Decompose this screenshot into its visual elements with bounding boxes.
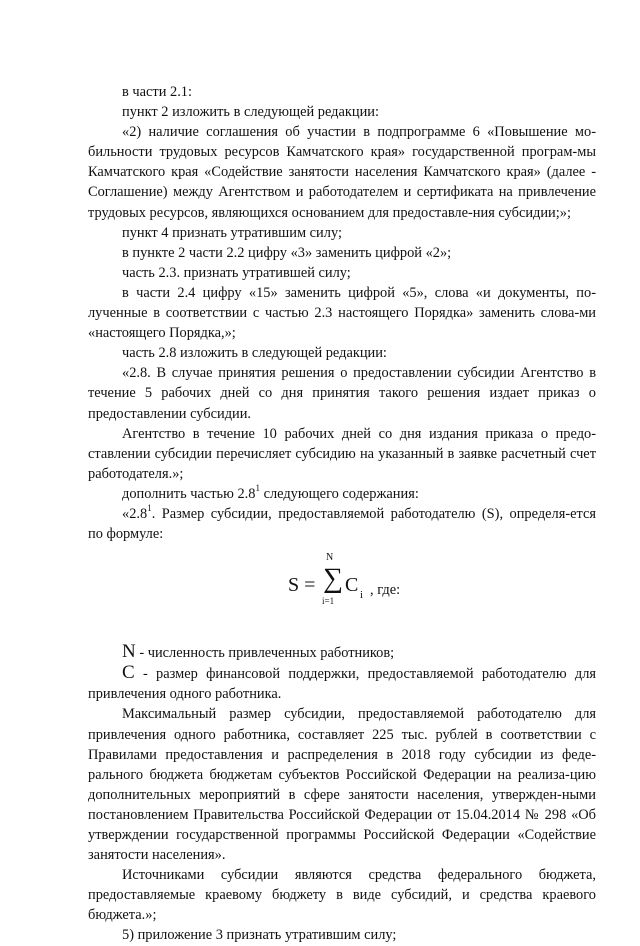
formula-sum-upper-limit: N [326,552,334,564]
paragraph-part-2-2: в пункте 2 части 2.2 цифру «3» заменить цифрой «2»; [122,244,452,261]
paragraph-part-2-3-void: часть 2.3. признать утратившей силу; [122,264,351,281]
text-fragment: следующего содержания: [259,485,419,502]
formula-term-subscript: i [360,589,364,602]
paragraph-agency-transfer: Агентство в течение 10 рабочих дней со дня издания приказа о предо-ставлении субсидии перечисляет субсидию на указанный в заявке расчетный счет работодателя.»; [88,425,596,482]
definition-text: - численность привлеченных работников; [135,645,395,662]
paragraph-sources: Источниками субсидии являются средства федерального бюджета, предоставляемые краевому бюджету в виде субсидий, и средства краевого бюджета.»; [88,867,596,924]
paragraph-part-2-1: в части 2.1: [122,84,192,100]
formula-sum-lower-limit: i=1 [322,596,335,607]
text-fragment: . Размер субсидии, предоставляемой работодателю (S), определя-ется по формуле: [88,505,596,543]
definition-symbol: C [122,662,135,684]
formula-term: C [345,574,359,597]
definition-text: - размер финансовой поддержки, предоставляемой работодателю для привлечения одного работника. [88,666,596,703]
paragraph-part-2-8-edit: часть 2.8 изложить в следующей редакции: [122,345,387,362]
paragraph-appendix-3-void: 5) приложение 3 признать утратившим силу; [122,927,397,944]
paragraph-point-4-void: пункт 4 признать утратившим силу; [122,224,342,241]
definition-c [88,663,596,704]
document-page [88,82,596,946]
formula-lhs: S = [288,574,316,597]
text-fragment: «2.8 [122,505,148,522]
superscript: 1 [147,503,152,514]
paragraph-part-2-4: в части 2.4 цифру «15» заменить цифрой «5», слова «и документы, по-лученные в соответствии с частью 2.3 настоящего Порядка» заменить слова-ми «настоящего Порядка,»; [88,284,596,342]
paragraph-part-2-8-text: «2.8. В случае принятия решения о предоставлении субсидии Агентство в течение 5 рабочих дней со дня принятия такого решения издает приказ о предоставлении субсидии. [88,365,596,422]
paragraph-point-2-edit: пункт 2 изложить в следующей редакции: [122,104,379,121]
formula-suffix: , где: [370,582,401,599]
paragraph-agreement: «2) наличие соглашения об участии в подпрограмме 6 «Повышение мо-бильности трудовых ресурсов Камчатского края» государственной програм-мы Камчатского края «Содействие занятости населения Камчатского края» (далее - Соглашение) между Агентством и работодателем и сертификата на привлечение трудовых ресурсов, являющихся основанием для предоставле-ния субсидии;»; [88,124,596,221]
paragraph-add-part-2-8-1 [88,484,596,504]
definition-n [88,642,596,663]
sum-icon: ∑ [323,563,343,595]
subsidy-formula [88,553,596,617]
superscript: 1 [255,483,260,494]
paragraph-max-subsidy: Максимальный размер субсидии, предоставляемой работодателю для привлечения одного работника, составляет 225 тыс. рублей в соответствии с Правилами предоставления и распределения в 2018 году субсидии из феде-рального бюджета бюджетам субъектов Российской Федерации на реализа-цию дополнительных мероприятий в сфере занятости населения, утвержден-ными постановлением Правительства Российской Федерации от 15.04.2014 № 298 «Об утверждении государственной программы Российской Федерации «Содействие занятости населения». [88,706,596,864]
definition-symbol: N [122,641,136,663]
text-fragment: дополнить частью 2.8 [122,485,256,502]
paragraph-part-2-8-1-text [88,504,596,544]
